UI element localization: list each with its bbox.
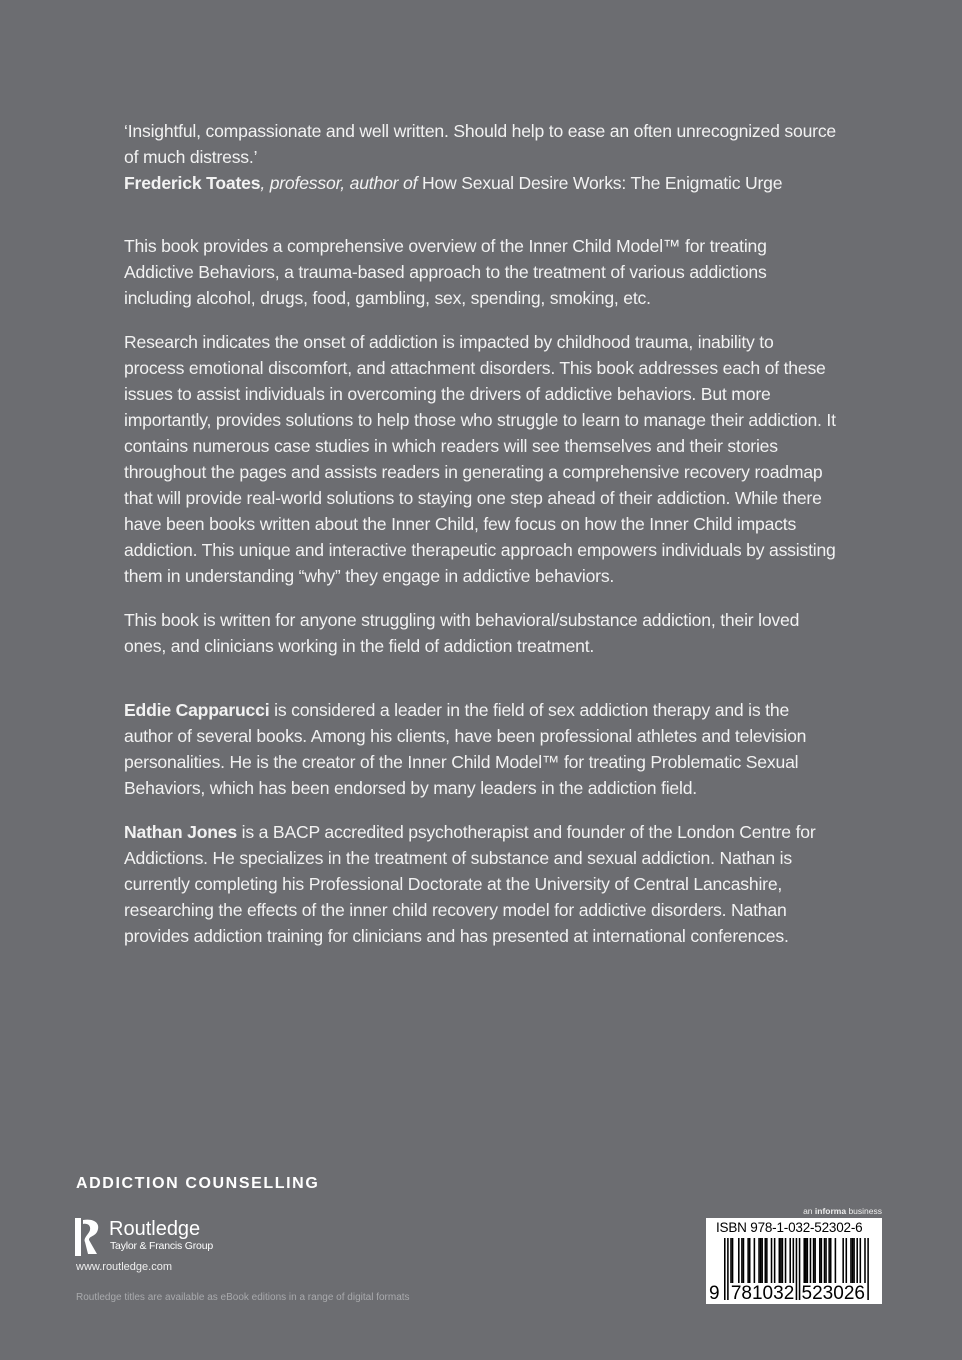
author-bio-text: is a BACP accredited psychotherapist and founder of the London Centre for Addictions. He specializes in the treatment of substance and sexual addiction. Nathan is currently completing his Professional Doctorate at the University of Central Lancashire, researching the effects of the inner child recovery model for addictive disorders. Nathan provides addiction training for clinicians and has presented at international conferences. bbox=[124, 822, 816, 946]
informa-tagline bbox=[803, 1206, 882, 1216]
isbn-text: ISBN 978-1-032-52302-6 bbox=[716, 1220, 863, 1235]
informa-brand: informa bbox=[814, 1206, 847, 1216]
publisher-logo bbox=[75, 1218, 213, 1256]
author-name: Nathan Jones bbox=[124, 822, 237, 842]
author-bio-text: is considered a leader in the field of sex addiction therapy and is the author of several books. Among his clients, have been professional athletes and television personalities. He is the creator of the Inner Child Model™ for treating Problematic Sexual Behaviors, which has been endorsed by many leaders in the addiction field. bbox=[124, 700, 807, 798]
quote-author: Frederick Toates bbox=[124, 173, 261, 193]
series-label: ADDICTION COUNSELLING bbox=[76, 1175, 320, 1192]
isbn-barcode bbox=[706, 1218, 882, 1304]
quote-role: , professor, author of bbox=[260, 173, 422, 193]
barcode-digit-first: 9 bbox=[709, 1283, 720, 1304]
publisher-group: Taylor & Francis Group bbox=[110, 1240, 213, 1252]
routledge-r-icon bbox=[75, 1218, 103, 1256]
barcode-digits bbox=[708, 1284, 880, 1304]
barcode-digit-group: 781032 bbox=[730, 1283, 795, 1304]
description-paragraph: Research indicates the onset of addiction is impacted by childhood trauma, inability to process emotional discomfort, and attachment disorders. This book addresses each of these issues to assist individuals in overcoming the drivers of addictive behaviors. But more importantly, provides solutions to help those who struggle to learn to manage their addiction. It contains numerous case studies in which readers will see themselves and their stories throughout the pages and assists readers in generating a comprehensive recovery roadmap that will provide real-world solutions to staying one step ahead of their addiction. While there have been books written about the Inner Child, few focus on how the Inner Child impacts addiction. This unique and interactive therapeutic approach empowers individuals by assisting them in understanding “why” they engage in addictive behaviors. bbox=[124, 332, 836, 586]
publisher-url[interactable]: www.routledge.com bbox=[76, 1261, 172, 1273]
quote-text: ‘Insightful, compassionate and well written. Should help to ease an often unrecognized source of much distress.’ bbox=[124, 121, 836, 167]
informa-prefix: an bbox=[803, 1206, 815, 1216]
ebook-note: Routledge titles are available as eBook editions in a range of digital formats bbox=[76, 1292, 410, 1303]
author-name: Eddie Capparucci bbox=[124, 700, 270, 720]
quote-attribution bbox=[124, 170, 836, 196]
informa-suffix: business bbox=[846, 1206, 882, 1216]
description-paragraph: This book is written for anyone struggling with behavioral/substance addiction, their loved ones, and clinicians working in the field of addiction treatment. bbox=[124, 610, 800, 656]
author-bio bbox=[124, 819, 836, 949]
barcode-digit-group: 523026 bbox=[801, 1283, 865, 1304]
endorsement-quote bbox=[124, 118, 836, 196]
publisher-name: Routledge bbox=[109, 1218, 201, 1240]
quote-book: How Sexual Desire Works: The Enigmatic Urge bbox=[421, 173, 783, 193]
description-paragraph: This book provides a comprehensive overview of the Inner Child Model™ for treating Addictive Behaviors, a trauma-based approach to the treatment of various addictions including alcohol, drugs, food, gambling, sex, spending, smoking, etc. bbox=[124, 236, 767, 308]
author-bio bbox=[124, 697, 836, 801]
